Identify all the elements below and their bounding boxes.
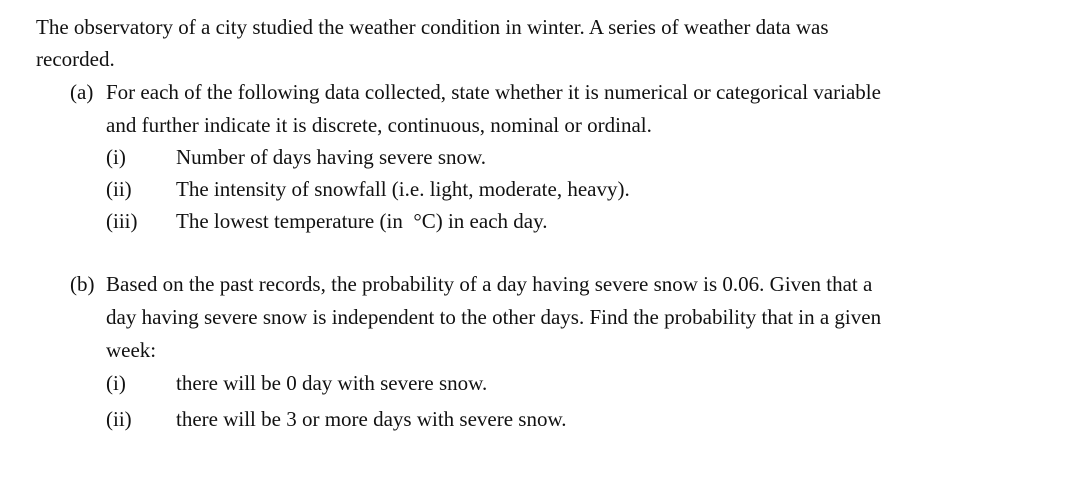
part-a-label: (a) (70, 80, 94, 104)
part-a-item-1-text: Number of days having severe snow. (176, 145, 487, 169)
part-a-item-3-number: (iii) (106, 209, 138, 233)
intro-line-1: The observatory of a city studied the weather condition in winter. A series of weather data was (36, 15, 829, 39)
part-a-line-2: and further indicate it is discrete, continuous, nominal or ordinal. (106, 113, 652, 137)
part-b-line-1: Based on the past records, the probability of a day having severe snow is 0.06. Given that a (106, 272, 873, 296)
part-a-item-3-text: The lowest temperature (in °C) in each day. (176, 209, 548, 233)
intro-line-2: recorded. (36, 47, 115, 71)
part-b-item-1-text: there will be 0 day with severe snow. (176, 371, 488, 395)
part-b-line-3: week: (106, 338, 157, 362)
part-b-item-2-number: (ii) (106, 407, 132, 431)
part-a-line-1: For each of the following data collected, state whether it is numerical or categorical variable (106, 80, 881, 104)
part-b-item-2-text: there will be 3 or more days with severe snow. (176, 407, 567, 431)
part-b-label: (b) (70, 272, 95, 296)
part-a-item-1-number: (i) (106, 145, 126, 169)
part-b-item-1-number: (i) (106, 371, 126, 395)
part-a-item-2-number: (ii) (106, 177, 132, 201)
part-b-line-2: day having severe snow is independent to the other days. Find the probability that in a given (106, 305, 882, 329)
part-a-item-2-text: The intensity of snowfall (i.e. light, moderate, heavy). (176, 177, 630, 201)
